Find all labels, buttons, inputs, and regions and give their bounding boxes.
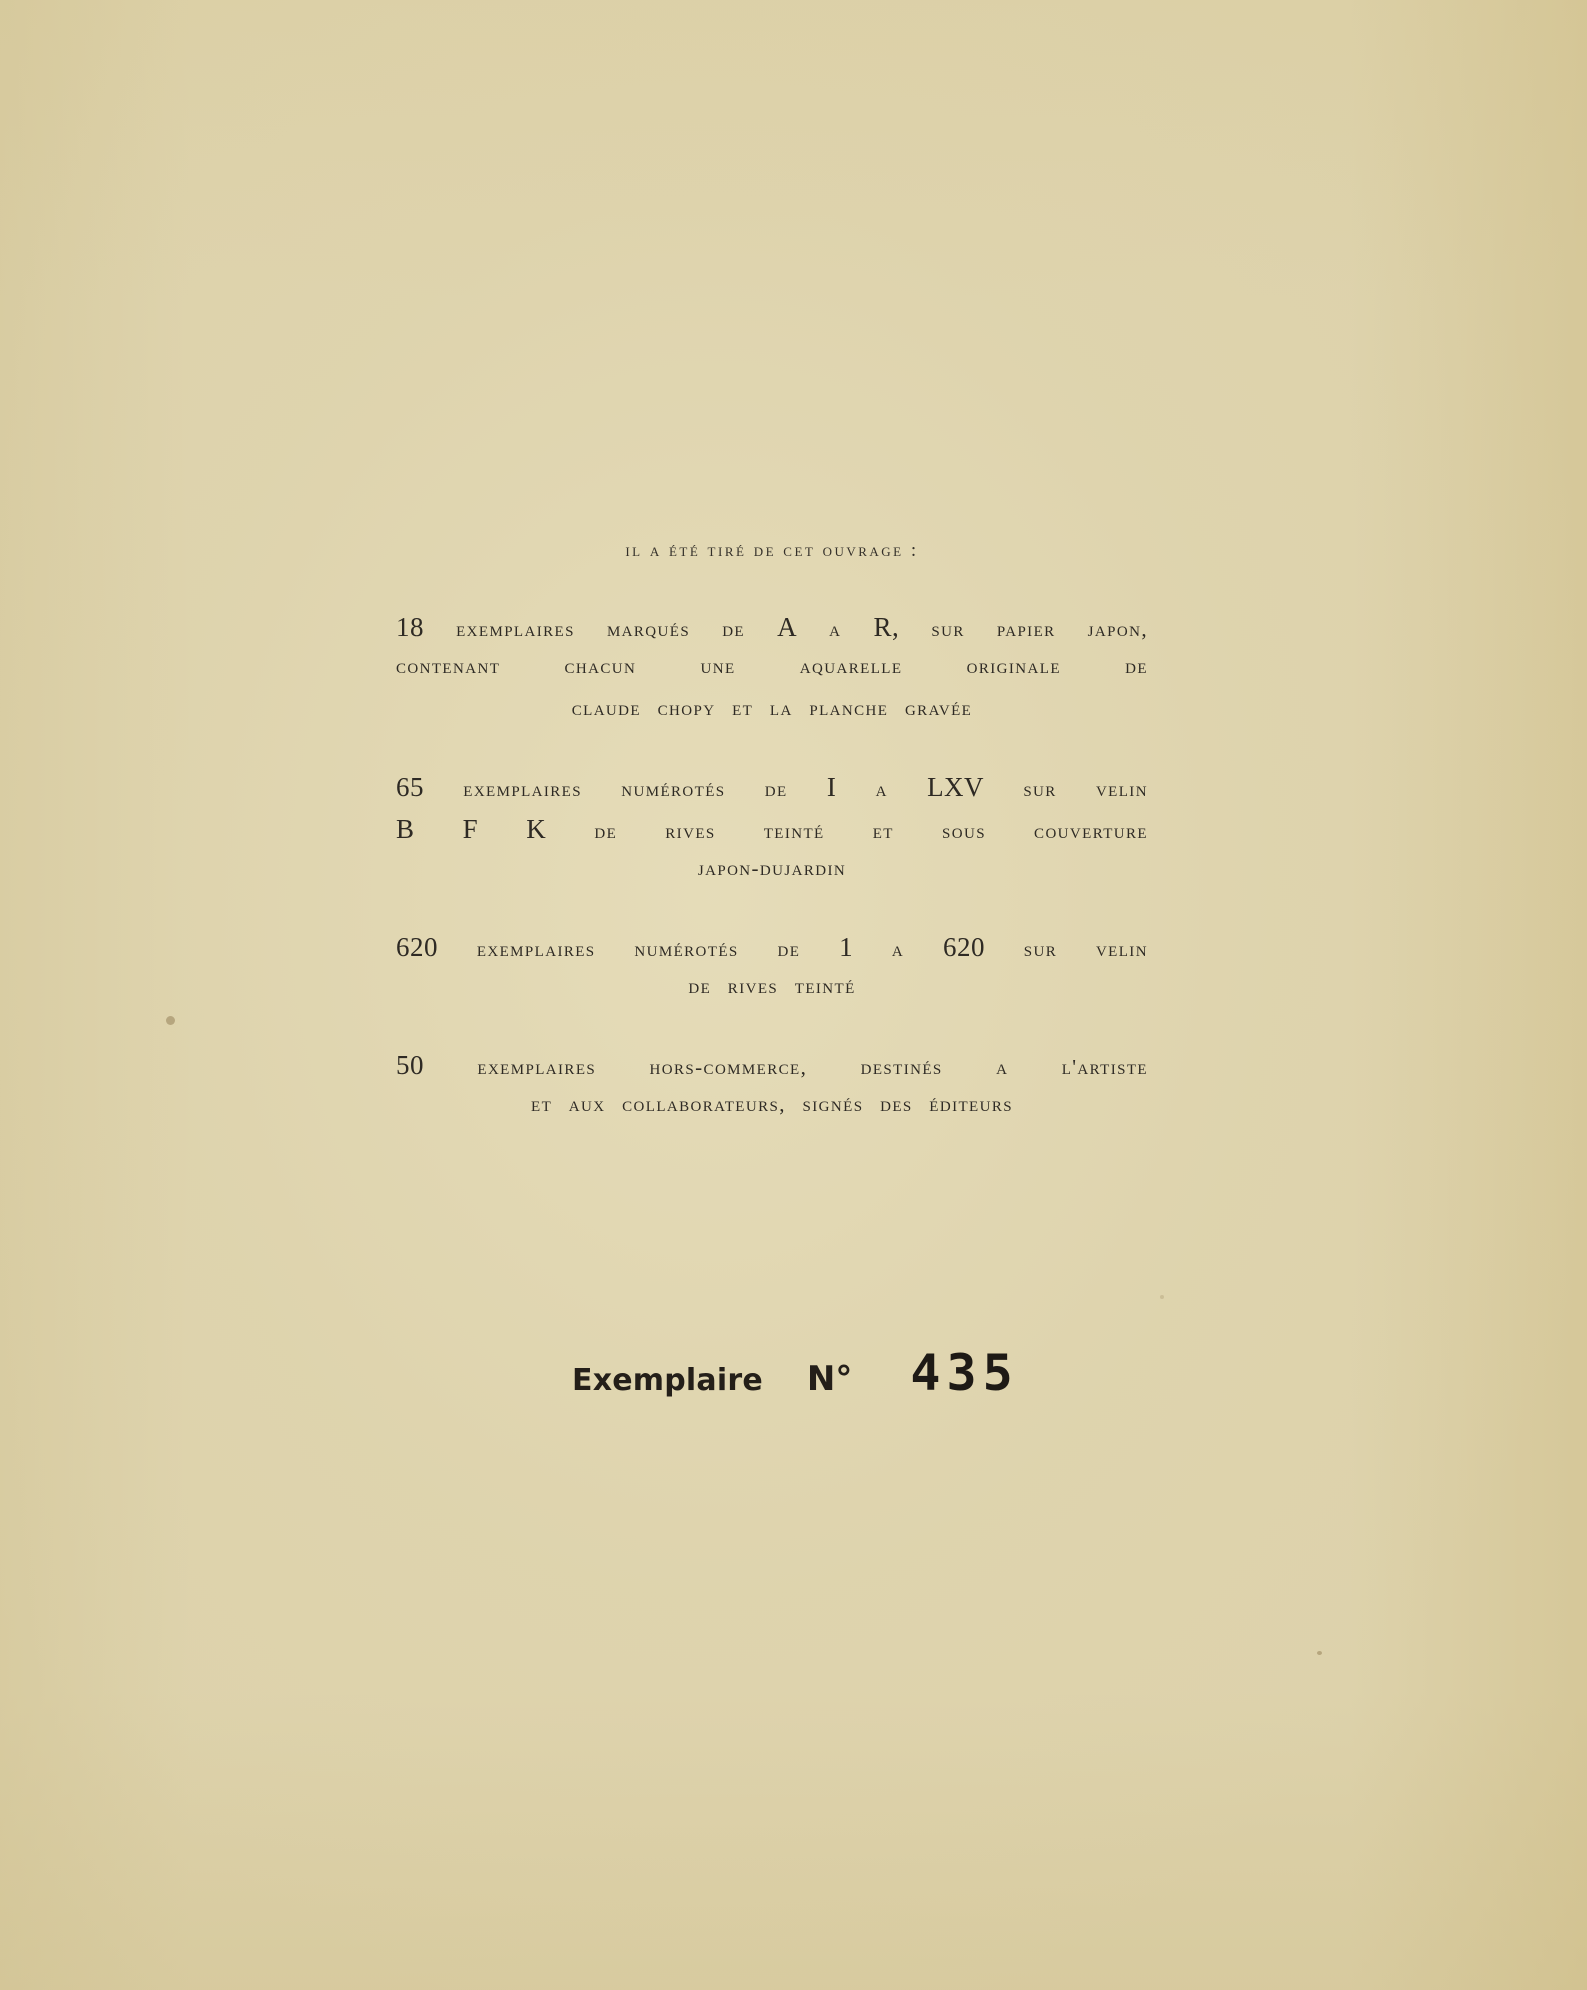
edition-word: F [462,814,479,844]
edition-word: couverture [1034,819,1148,843]
edition-word: sous [941,819,986,843]
edition-word: 18 [396,612,424,642]
paper-speck [166,1016,175,1025]
edition-word: velin [1095,777,1148,801]
edition-list [396,612,1148,1134]
edition-word: une [700,654,736,678]
edition-word: exemplaires [456,617,575,641]
edition-paragraph [396,612,1148,738]
copy-number-block [572,1344,1032,1414]
number-sign: N° [806,1359,853,1399]
edition-word: rives [665,819,716,843]
edition-word: 620 [942,932,985,962]
edition-word: 1 [839,932,854,962]
edition-line [396,974,1148,1016]
edition-word: de [722,617,745,641]
edition-word: papier [996,617,1056,641]
edition-line [396,654,1148,696]
edition-word: chacun [564,654,637,678]
edition-line [396,612,1148,654]
edition-word: exemplaires [463,777,582,801]
edition-word: numérotés [621,777,726,801]
edition-word: marqués [606,617,691,641]
edition-word: destinés [860,1055,943,1079]
edition-line [396,1092,1148,1134]
edition-word: sur [1023,937,1058,961]
edition-word: sur [1023,777,1057,801]
edition-word: japon, [1087,617,1148,641]
edition-word: a [829,617,842,641]
print-run-statement [396,540,1148,1168]
edition-word: K [526,814,547,844]
edition-word: hors-commerce, [649,1055,808,1079]
edition-word: numérotés [634,937,739,961]
edition-word: l'artiste [1061,1055,1148,1079]
edition-word: sur [931,617,965,641]
edition-word: I [826,772,837,802]
edition-word: a [891,937,905,961]
paper-speck [1160,1295,1164,1299]
edition-word: B [396,814,415,844]
edition-word: claude chopy et la planche gravée [571,696,973,720]
statement-heading: il a été tiré de cet ouvrage : [625,540,919,561]
edition-word: exemplaires [476,937,596,961]
edition-word: de [1125,654,1148,678]
edition-word: teinté [763,819,825,843]
edition-word: aquarelle [799,654,903,678]
edition-word: LXV [927,772,985,802]
edition-word: velin [1095,937,1148,961]
edition-word: 65 [396,772,424,802]
edition-word: et [872,819,894,843]
edition-line [396,696,1148,738]
edition-word: de [594,819,618,843]
edition-paragraph [396,772,1148,898]
edition-line [396,1050,1148,1092]
paper-speck [1317,1651,1322,1655]
edition-word: contenant [396,654,501,678]
edition-word: japon-dujardin [697,856,847,880]
edition-word: 50 [396,1050,424,1080]
edition-word: et aux collaborateurs, signés des éditeurs [531,1092,1013,1116]
edition-word: a [996,1055,1009,1079]
edition-paragraph [396,1050,1148,1134]
edition-line [396,814,1148,856]
edition-paragraph [396,932,1148,1016]
edition-word: de [777,937,801,961]
copy-label: Exemplaire [572,1363,763,1398]
edition-line [396,932,1148,974]
edition-word: de rives teinté [688,974,856,998]
edition-word: originale [966,654,1061,678]
edition-word: R, [873,612,900,642]
edition-word: exemplaires [477,1055,597,1079]
edition-line [396,856,1148,898]
edition-word: A [777,612,798,642]
edition-word: de [764,777,788,801]
edition-line [396,772,1148,814]
edition-word: a [875,777,888,801]
copy-number-stamp: 435 [910,1344,1019,1402]
edition-word: 620 [396,932,438,962]
